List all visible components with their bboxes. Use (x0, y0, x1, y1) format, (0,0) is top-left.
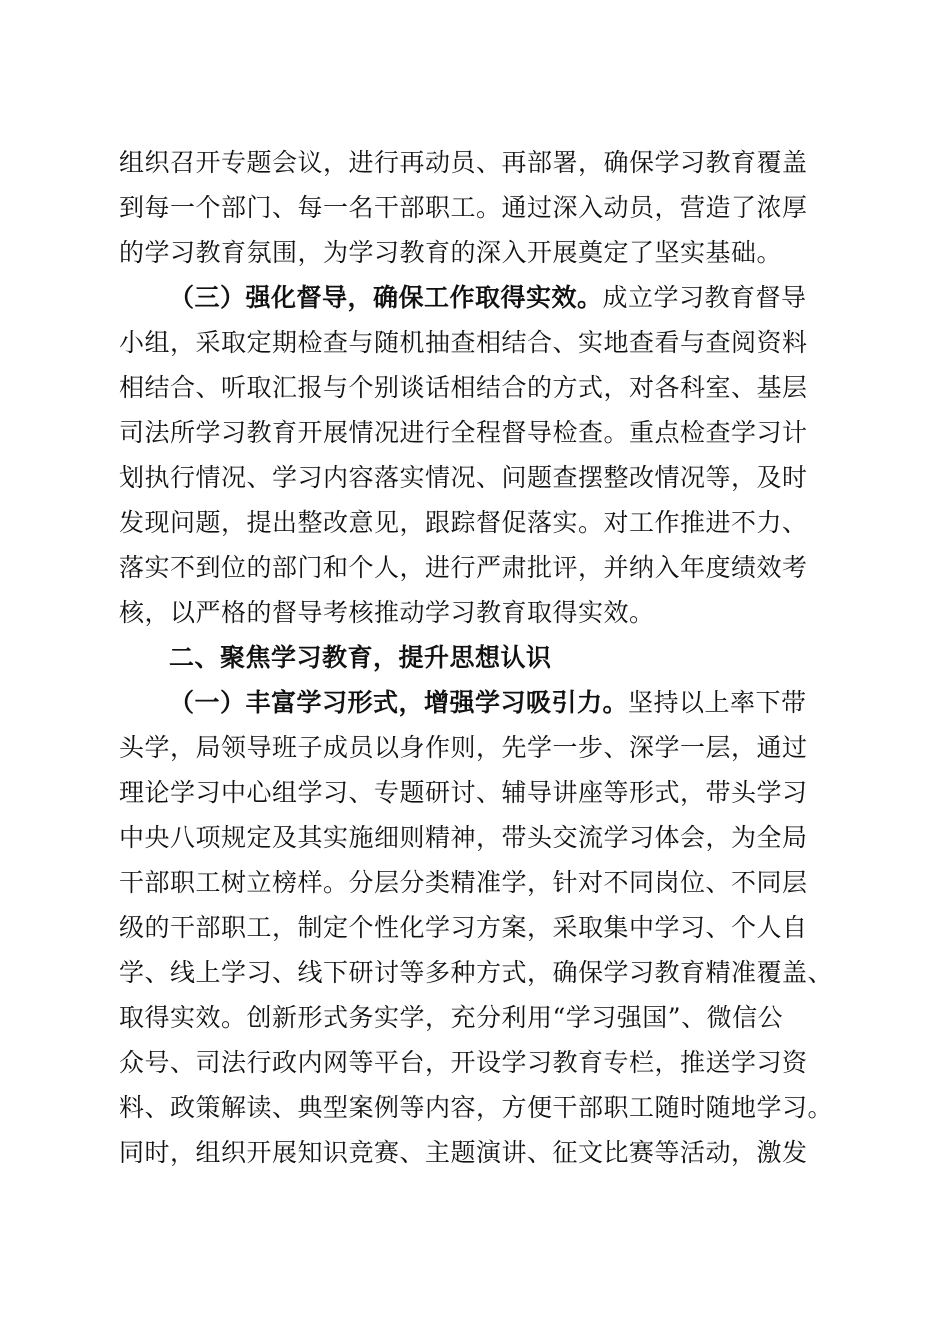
paragraph-2-line-5: 划执行情况、学习内容落实情况、问题查摆整改情况等，及时 (119, 463, 808, 492)
paragraph-3-line-10: 料、政策解读、典型案例等内容，方便干部职工随时随地学习。 (119, 1093, 834, 1122)
paragraph-2-line-3: 相结合、听取汇报与个别谈话相结合的方式，对各科室、基层 (119, 373, 808, 402)
paragraph-1-line-2: 到每一个部门、每一名干部职工。通过深入动员，营造了浓厚 (119, 193, 808, 222)
paragraph-3-lead: （一）丰富学习形式，增强学习吸引力。 (169, 688, 629, 717)
paragraph-2-line-2: 小组，采取定期检查与随机抽查相结合、实地查看与查阅资料 (119, 328, 808, 357)
paragraph-1-line-1: 组织召开专题会议，进行再动员、再部署，确保学习教育覆盖 (119, 148, 808, 177)
section-heading-2: 二、聚焦学习教育，提升思想认识 (169, 643, 552, 672)
paragraph-2-line-6: 发现问题，提出整改意见，跟踪督促落实。对工作推进不力、 (119, 508, 808, 537)
paragraph-3-line-1 (119, 680, 831, 725)
paragraph-3-line-3: 理论学习中心组学习、专题研讨、辅导讲座等形式，带头学习 (119, 778, 808, 807)
paragraph-1-line-3: 的学习教育氛围，为学习教育的深入开展奠定了坚实基础。 (119, 238, 783, 267)
paragraph-2-first-line-rest: 成立学习教育督导 (602, 283, 807, 312)
paragraph-2-line-1 (119, 275, 831, 320)
paragraph-3-line-6: 级的干部职工，制定个性化学习方案，采取集中学习、个人自 (119, 913, 808, 942)
paragraph-3-line-9: 众号、司法行政内网等平台，开设学习教育专栏，推送学习资 (119, 1048, 808, 1077)
paragraph-3-line-8: 取得实效。创新形式务实学，充分利用“学习强国”、微信公 (119, 1003, 784, 1032)
paragraph-2-line-7: 落实不到位的部门和个人，进行严肃批评，并纳入年度绩效考 (119, 553, 808, 582)
paragraph-3-line-7: 学、线上学习、线下研讨等多种方式，确保学习教育精准覆盖、 (119, 958, 834, 987)
paragraph-3-line-5: 干部职工树立榜样。分层分类精准学，针对不同岗位、不同层 (119, 868, 808, 897)
paragraph-3-first-line-rest: 坚持以上率下带 (628, 688, 807, 717)
paragraph-3-line-2: 头学，局领导班子成员以身作则，先学一步、深学一层，通过 (119, 733, 808, 762)
paragraph-2-line-4: 司法所学习教育开展情况进行全程督导检查。重点检查学习计 (119, 418, 808, 447)
document-body (119, 140, 834, 1175)
paragraph-2-lead: （三）强化督导，确保工作取得实效。 (169, 283, 603, 312)
paragraph-3-line-4: 中央八项规定及其实施细则精神，带头交流学习体会，为全局 (119, 823, 808, 852)
paragraph-3-line-11: 同时，组织开展知识竞赛、主题演讲、征文比赛等活动，激发 (119, 1138, 808, 1167)
paragraph-2-line-8: 核，以严格的督导考核推动学习教育取得实效。 (119, 598, 655, 627)
